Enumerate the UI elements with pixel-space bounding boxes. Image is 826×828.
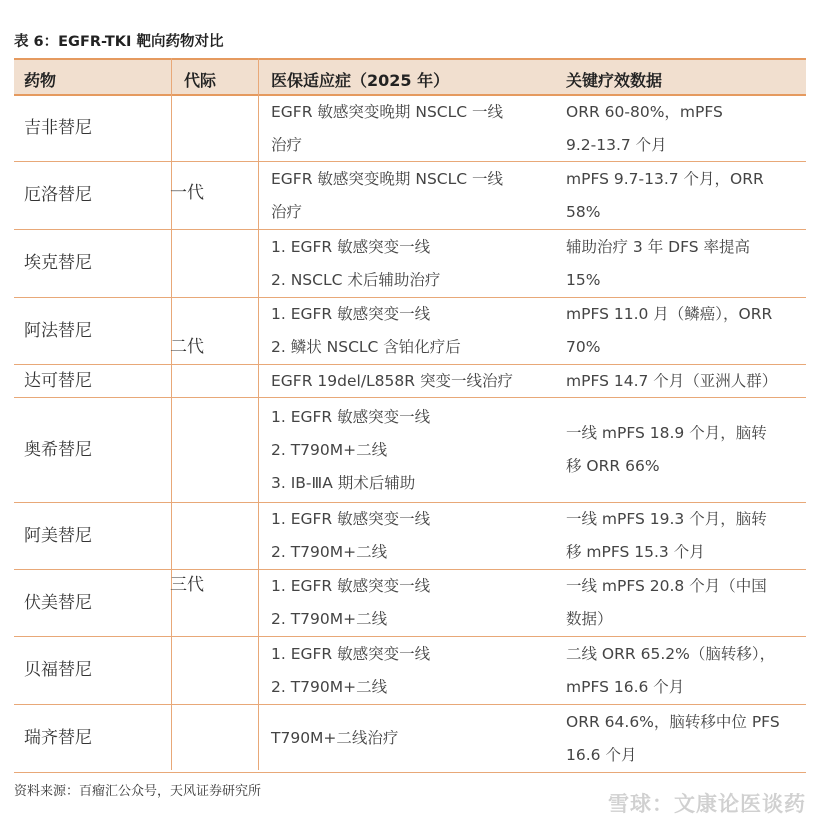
efficacy-line: mPFS 9.7-13.7 个月，ORR xyxy=(566,169,764,188)
drug-name xyxy=(24,365,174,397)
indication-line: 3. IB-ⅢA 期术后辅助 xyxy=(271,473,416,492)
indication-cell xyxy=(271,96,561,161)
efficacy-line: ORR 60-80%，mPFS xyxy=(566,102,723,121)
efficacy-line: mPFS 11.0 月（鳞癌），ORR xyxy=(566,305,773,323)
indication-line: 1. EGFR 敏感突变一线 xyxy=(271,644,431,663)
indication-cell xyxy=(271,230,561,297)
generation-first: 一代 xyxy=(170,183,204,203)
watermark: 雪球：文康论医谈药 xyxy=(608,792,806,816)
indication-line: 2. NSCLC 术后辅助治疗 xyxy=(271,270,441,289)
efficacy-line: 一线 mPFS 18.9 个月，脑转 xyxy=(566,424,767,442)
indication-line: 治疗 xyxy=(271,202,303,221)
drug-name xyxy=(24,162,174,229)
table-row xyxy=(14,230,806,298)
indication-cell xyxy=(271,503,561,569)
indication-line: 1. EGFR 敏感突变一线 xyxy=(271,577,431,595)
drug-name xyxy=(24,230,174,297)
efficacy-cell xyxy=(566,705,806,772)
table-row xyxy=(14,365,806,398)
indication-line: 2. 鳞状 NSCLC 含铂化疗后 xyxy=(271,338,461,356)
drug-name xyxy=(24,705,174,772)
drug-name-text: 阿法替尼 xyxy=(24,320,92,341)
efficacy-line: 16.6 个月 xyxy=(566,745,637,764)
indication-line: 1. EGFR 敏感突变一线 xyxy=(271,407,431,426)
indication-cell xyxy=(271,298,561,364)
indication-line: 1. EGFR 敏感突变一线 xyxy=(271,237,431,256)
header-efficacy: 关键疗效数据 xyxy=(566,71,663,90)
drug-name xyxy=(24,637,174,704)
table-row xyxy=(14,637,806,705)
drug-name-text: 贝福替尼 xyxy=(24,660,92,680)
drug-name-text: 达可替尼 xyxy=(24,370,92,391)
efficacy-cell xyxy=(566,398,806,502)
drug-name-text: 吉非替尼 xyxy=(24,118,92,138)
efficacy-line: 58% xyxy=(566,202,601,221)
efficacy-line: mPFS 14.7 个月（亚洲人群） xyxy=(566,371,778,390)
header-drug: 药物 xyxy=(24,71,57,90)
efficacy-cell xyxy=(566,162,806,229)
indication-cell xyxy=(271,162,561,229)
drug-name-text: 奥希替尼 xyxy=(24,439,92,460)
drug-name xyxy=(24,298,174,364)
header-indication: 医保适应症（2025 年） xyxy=(271,71,450,90)
efficacy-line: 15% xyxy=(566,270,601,289)
efficacy-line: 移 mPFS 15.3 个月 xyxy=(566,543,705,561)
efficacy-cell xyxy=(566,637,806,704)
indication-line: T790M+二线治疗 xyxy=(271,729,399,747)
drug-name-text: 伏美替尼 xyxy=(24,592,92,613)
drug-name-text: 阿美替尼 xyxy=(24,525,92,546)
drug-name xyxy=(24,398,174,502)
efficacy-cell xyxy=(566,503,806,569)
efficacy-line: 移 ORR 66% xyxy=(566,457,660,475)
table-row xyxy=(14,96,806,162)
indication-cell xyxy=(271,398,561,502)
efficacy-cell xyxy=(566,570,806,636)
efficacy-cell xyxy=(566,230,806,297)
indication-line: 治疗 xyxy=(271,135,303,154)
generation-third: 三代 xyxy=(170,575,204,595)
column-divider xyxy=(171,58,172,770)
efficacy-line: ORR 64.6%，脑转移中位 PFS xyxy=(566,712,780,731)
table-row xyxy=(14,570,806,637)
generation-second: 二代 xyxy=(170,337,204,357)
drug-name xyxy=(24,96,174,161)
indication-cell xyxy=(271,705,561,772)
table-row xyxy=(14,162,806,230)
efficacy-cell xyxy=(566,96,806,161)
table-title: 表 6：EGFR-TKI 靶向药物对比 xyxy=(14,34,224,50)
indication-line: EGFR 敏感突变晚期 NSCLC 一线 xyxy=(271,169,503,188)
indication-cell xyxy=(271,637,561,704)
column-divider xyxy=(258,58,259,770)
drug-name-text: 厄洛替尼 xyxy=(24,185,92,205)
efficacy-cell xyxy=(566,298,806,364)
efficacy-line: 二线 ORR 65.2%（脑转移）， xyxy=(566,644,776,663)
efficacy-line: 70% xyxy=(566,338,601,356)
drug-name xyxy=(24,570,174,636)
indication-line: 1. EGFR 敏感突变一线 xyxy=(271,305,431,323)
indication-line: 2. T790M+二线 xyxy=(271,677,388,696)
table-row xyxy=(14,398,806,503)
drug-name xyxy=(24,503,174,569)
indication-line: 1. EGFR 敏感突变一线 xyxy=(271,510,431,528)
indication-line: EGFR 19del/L858R 突变一线治疗 xyxy=(271,371,513,390)
drug-table xyxy=(14,58,806,773)
efficacy-line: 一线 mPFS 20.8 个月（中国 xyxy=(566,577,767,595)
table-row xyxy=(14,298,806,365)
indication-line: EGFR 敏感突变晚期 NSCLC 一线 xyxy=(271,102,503,121)
efficacy-cell xyxy=(566,365,806,397)
indication-cell xyxy=(271,365,561,397)
efficacy-line: 辅助治疗 3 年 DFS 率提高 xyxy=(566,237,750,256)
efficacy-line: 9.2-13.7 个月 xyxy=(566,135,667,154)
header-generation: 代际 xyxy=(184,71,217,90)
indication-line: 2. T790M+二线 xyxy=(271,440,388,459)
efficacy-line: 一线 mPFS 19.3 个月，脑转 xyxy=(566,510,767,528)
indication-line: 2. T790M+二线 xyxy=(271,610,388,628)
table-row xyxy=(14,503,806,570)
efficacy-line: mPFS 16.6 个月 xyxy=(566,677,685,696)
table-header xyxy=(14,58,806,96)
indication-cell xyxy=(271,570,561,636)
efficacy-line: 数据） xyxy=(566,610,613,628)
source-note: 资料来源：百瘤汇公众号，天风证券研究所 xyxy=(14,784,262,799)
table-row xyxy=(14,705,806,773)
drug-name-text: 瑞齐替尼 xyxy=(24,728,92,748)
drug-name-text: 埃克替尼 xyxy=(24,253,92,273)
indication-line: 2. T790M+二线 xyxy=(271,543,388,561)
table-body xyxy=(14,96,806,773)
